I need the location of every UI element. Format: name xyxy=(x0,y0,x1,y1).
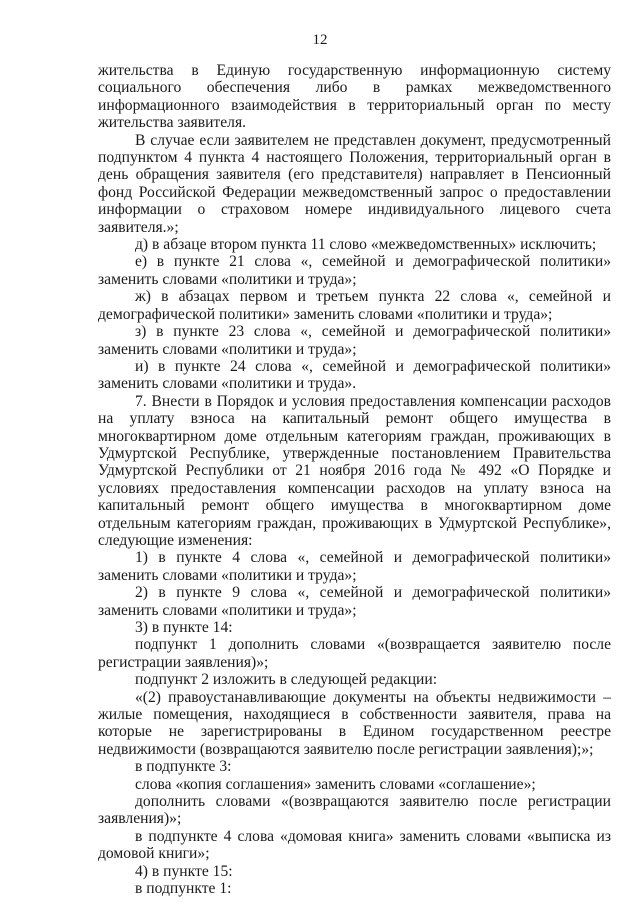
paragraph: 7. Внести в Порядок и условия предоставления компенсации расходов на уплату взноса на капитальный ремонт общего имущества в многоквартирном доме отдельным категориям граждан, проживающих в Удмуртской Республике, утвержденные постановлением Правительства Удмуртской Республики от 21 ноября 2016 года № 492 «О Порядке и условиях предоставления компенсации расходов на уплату взноса на капитальный ремонт общего имущества в многоквартирном доме отдельным категориям граждан, проживающих в Удмуртской Республике», следующие изменения: xyxy=(98,392,611,549)
paragraph: В случае если заявителем не представлен документ, предусмотренный подпунктом 4 пункта 4 настоящего Положения, территориальный орган в день обращения заявителя (его представителя) направляет в Пенсионный фонд Российской Федерации межведомственный запрос о предоставлении информации о страховом номере индивидуального лицевого счета заявителя.»; xyxy=(98,131,611,236)
paragraph: дополнить словами «(возвращаются заявителю после регистрации заявления)»; xyxy=(98,793,611,828)
paragraph: 4) в пункте 15: xyxy=(135,862,233,880)
paragraph: «(2) правоустанавливающие документы на объекты недвижимости – жилые помещения, находящиеся в собственности заявителя, права на которые не зарегистрированы в Едином государственном реестре недвижимости (возвращаются заявителю после регистрации заявления);»; xyxy=(98,688,611,758)
paragraph: в подпункте 1: xyxy=(135,880,232,898)
paragraph: в подпункте 3: xyxy=(135,758,232,776)
paragraph: з) в пункте 23 слова «, семейной и демографической политики» заменить словами «политики и труда»; xyxy=(98,323,611,358)
paragraph: д) в абзаце втором пункта 11 слово «межведомственных» исключить; xyxy=(135,236,597,254)
paragraph: 3) в пункте 14: xyxy=(135,619,233,636)
paragraph: 2) в пункте 9 слова «, семейной и демографической политики» заменить словами «политики и труда»; xyxy=(98,584,611,619)
paragraph: в подпункте 4 слова «домовая книга» заменить словами «выписка из домовой книги»; xyxy=(98,827,611,863)
page-number: 12 xyxy=(312,32,328,48)
paragraph: подпункт 1 дополнить словами «(возвращается заявителю после регистрации заявления)»; xyxy=(98,636,611,671)
document-body xyxy=(98,62,611,898)
paragraph: подпункт 2 изложить в следующей редакции: xyxy=(135,671,438,689)
paragraph: и) в пункте 24 слова «, семейной и демографической политики» заменить словами «политики и труда». xyxy=(98,357,611,393)
paragraph: 1) в пункте 4 слова «, семейной и демографической политики» заменить словами «политики и труда»; xyxy=(98,549,611,584)
paragraph: ж) в абзацах первом и третьем пункта 22 слова «, семейной и демографической политики» заменить словами «политики и труда»; xyxy=(98,288,611,323)
paragraph: жительства в Единую государственную информационную систему социального обеспечения либо в рамках межведомственного информационного взаимодействия в территориальный орган по месту жительства заявителя. xyxy=(98,62,611,132)
paragraph: слова «копия соглашения» заменить словами «соглашение»; xyxy=(135,775,536,793)
paragraph: е) в пункте 21 слова «, семейной и демографической политики» заменить словами «политики и труда»; xyxy=(98,253,611,288)
